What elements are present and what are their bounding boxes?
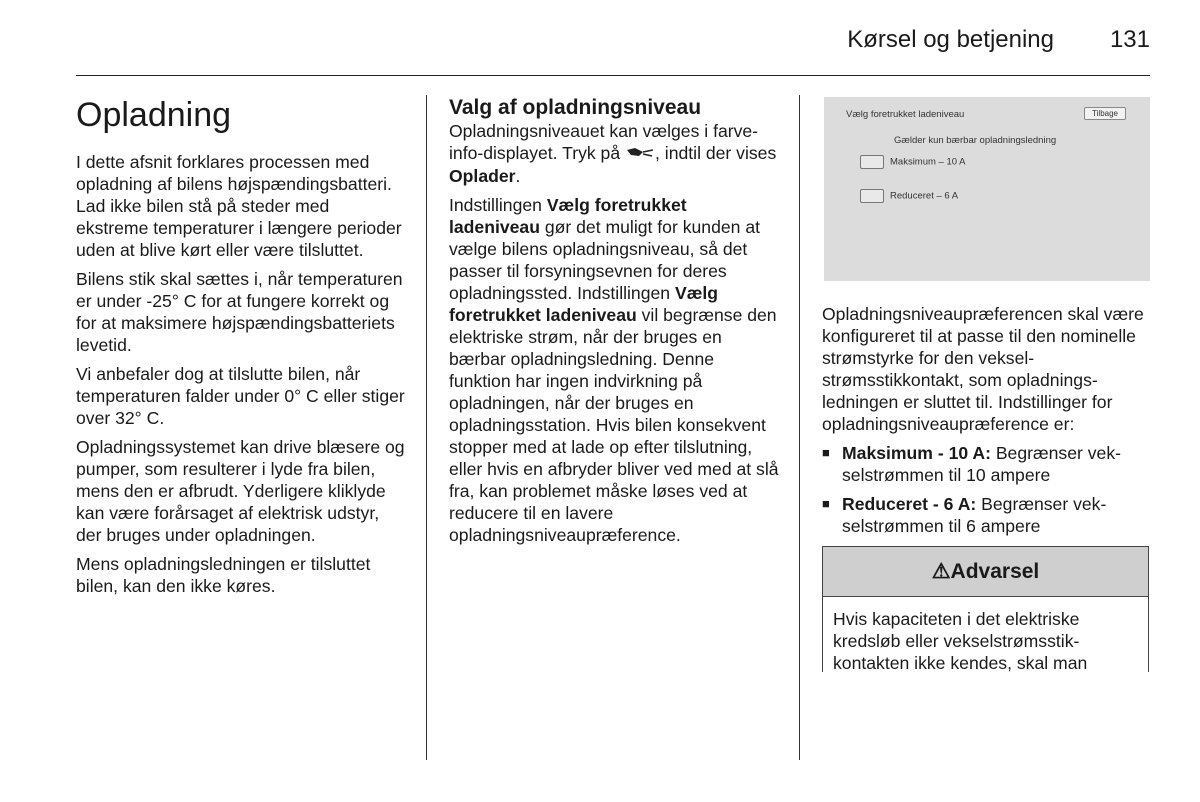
text: , indtil der vises [655, 143, 777, 163]
bold-term: Maksimum - 10 A: [842, 443, 991, 463]
option-checkbox [860, 189, 884, 203]
text: vil begrænse den elektriske strøm, når der bruges en bærbar opladningsledning. Denne funktion har ingen indvirkning på opladningen, når der bruges en opladningsstation. Hvis bilen konsekvent stopper med at lade op efter tilslutning, eller hvis en afbryder bliver ved med at slå fra, kan problemet måske løses ved at reducere til en lavere opladningsniveaupræference. [449, 305, 779, 546]
column-1 [76, 95, 406, 604]
page-number: 131 [1109, 26, 1150, 53]
option-label: Reduceret – 6 A [890, 190, 959, 202]
paragraph: I dette afsnit forklares processen med opladning af bilens højspændingsbatteri. Lad ikke bilen stå på steder med ekstreme temperaturer i længere perioder uden at blive kørt eller være tilsluttet. [76, 152, 402, 260]
header-title: Kørsel og betjening [847, 26, 1054, 53]
column-2 [449, 96, 779, 553]
warning-icon: ⚠ [931, 560, 951, 583]
paragraph [449, 120, 779, 187]
bold-term: Oplader [449, 166, 516, 187]
bold-term: Reduceret - 6 A: [842, 494, 977, 514]
column-3 [822, 303, 1152, 544]
header-divider [76, 75, 1150, 76]
text: . [515, 166, 521, 187]
bullet-list [822, 442, 1152, 537]
paragraph: Vi anbefaler dog at tilslutte bilen, når temperaturen falder under 0° C eller stiger over 32° C. [76, 364, 405, 428]
text: gør det muligt for kunden at vælge bilens opladningsniveau, så det passer til forsyningsevnen for deres opladningssted. Indstillingen [449, 217, 760, 304]
display-screenshot [824, 97, 1150, 281]
column-divider-right [799, 95, 800, 760]
subsection-heading: Valg af opladningsniveau [449, 96, 702, 119]
list-item [822, 493, 1152, 537]
text: Begrænser vekselstrømmen til 10 ampere [842, 443, 1121, 485]
paragraph: Bilens stik skal sættes i, når temperaturen er under -25° C for at fungere korrekt og for at maksimere højspændingsbatteriets levetid. [76, 269, 403, 355]
column-divider-left [426, 95, 427, 760]
paragraph: Mens opladningsledningen er tilsluttet bilen, kan den ikke køres. [76, 554, 371, 596]
option-maximum [860, 155, 966, 169]
section-heading: Opladning [76, 96, 232, 134]
bold-term: Vælg foretrukket ladeniveau [449, 195, 687, 238]
option-checkbox [860, 155, 884, 169]
back-button: Tilbage [1084, 107, 1126, 120]
warning-box [822, 546, 1149, 682]
paragraph [449, 194, 779, 546]
warning-header [822, 546, 1149, 597]
warning-text: Hvis kapaciteten i det elektriske kredsløb eller vekselstrømsstikkontakten ikke kendes, skal man [822, 597, 1149, 672]
screenshot-title: Vælg foretrukket ladeniveau [846, 109, 965, 120]
paragraph: Opladningsniveaupræferencen skal være konfigureret til at passe til den nominelle strømstyrke for den vekselstrømsstikkontakt, som opladningsledningen er sluttet til. Indstillinger for opladningsniveaupræference er: [822, 304, 1144, 434]
paragraph: Opladningssystemet kan drive blæsere og pumper, som resulterer i lyde fra bilen, mens den er afbrudt. Yderligere kliklyde kan være forårsaget af elektrisk udstyr, der bruges under opladningen. [76, 437, 405, 545]
text: Opladningsniveauet kan vælges i farve-info-displayet. Tryk på [449, 121, 759, 163]
bold-term: Vælg foretrukket ladeniveau [449, 283, 718, 326]
list-item [822, 442, 1152, 486]
screenshot-subtitle: Gælder kun bærbar opladningsledning [894, 135, 1057, 146]
text: Indstillingen [449, 195, 547, 216]
option-reduced [860, 189, 958, 203]
option-label: Maksimum – 10 A [890, 156, 966, 168]
warning-title: Advarsel [950, 559, 1040, 583]
text: Begrænser vekselstrømmen til 6 ampere [842, 494, 1107, 536]
plug-icon [625, 143, 655, 165]
